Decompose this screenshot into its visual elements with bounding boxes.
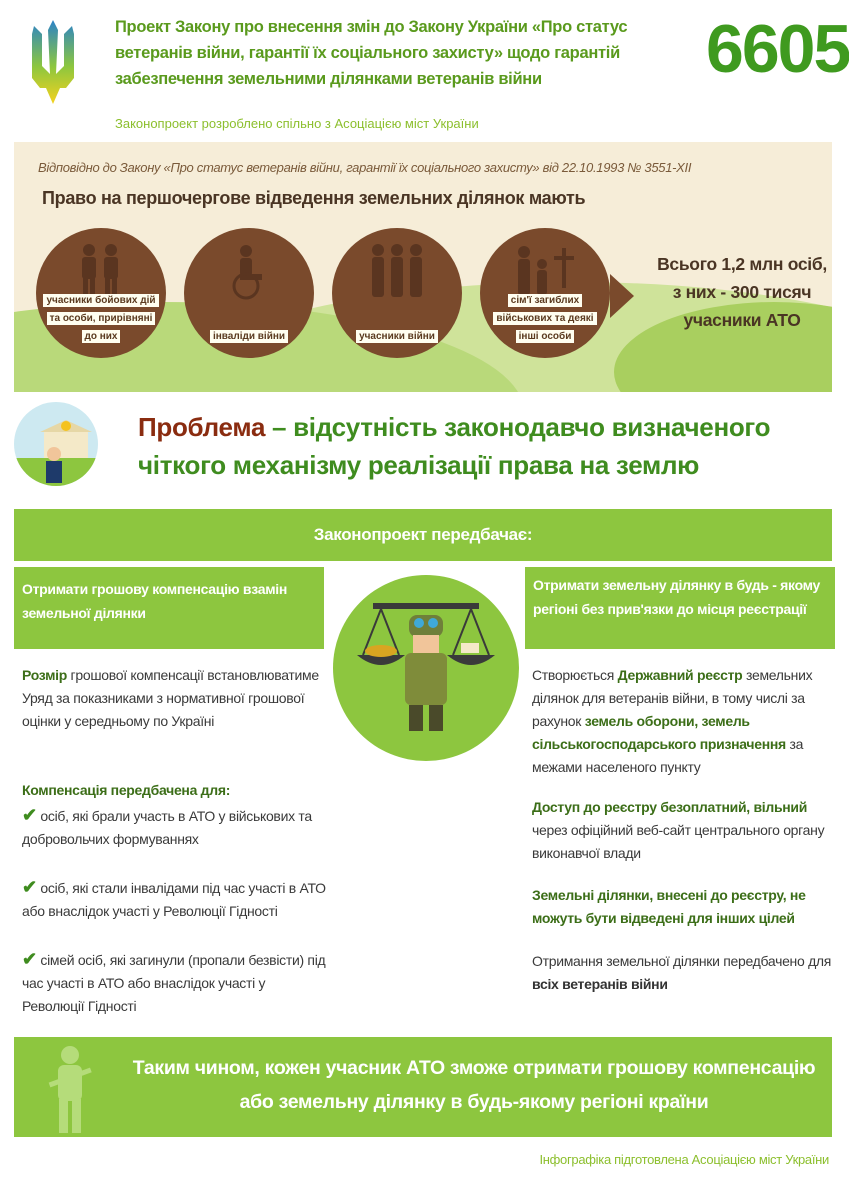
body-text: Створюється (532, 667, 618, 683)
scales-soldier-icon (333, 575, 519, 761)
compensation-item (22, 948, 328, 1018)
category-label: учасники бойових дій та особи, прирівняні до них (43, 294, 158, 343)
category-war-participants (332, 228, 462, 358)
compensation-size-text (22, 664, 322, 733)
law-reference: Відповідно до Закону «Про статус ветеранів війни, гарантії їх соціального захисту» від 22.10.1993 № 3551-XII (38, 160, 692, 175)
problem-text-line: – відсутність законодавчо визначеного (265, 412, 771, 442)
body-text: за межами населеного пункту (532, 736, 804, 775)
land-plot-heading: Отримати земельну ділянку в будь - якому регіоні без прив'язки до місця реєстрації (525, 567, 835, 649)
bold-term: Державний реєстр (617, 667, 743, 683)
bold-term: Земельні ділянки, внесені до реєстру, не можуть бути відведені для інших цілей (532, 887, 806, 926)
problem-statement (138, 408, 818, 484)
footer-credit: Інфографіка підготовлена Асоціацією міст України (539, 1152, 829, 1167)
plot-restriction-text (532, 884, 832, 930)
bold-term: всіх ветеранів війни (532, 976, 668, 992)
total-line: з них - 300 тисяч (672, 282, 812, 302)
bold-term: Розмір (22, 667, 67, 683)
saluting-veterans-icon (364, 242, 430, 300)
checkmark-icon: ✔ (22, 949, 37, 969)
conclusion-banner (14, 1037, 832, 1137)
body-text: Отримання земельної ділянки передбачено для (532, 953, 832, 969)
category-families (480, 228, 610, 358)
page-title: Проект Закону про внесення змін до Закону України «Про статус ветеранів війни, гарантії їх соціального захисту» щодо гарантій забезпечення земельними ділянками ветеранів війни (115, 18, 628, 88)
problem-prefix: Проблема (138, 412, 266, 442)
category-label: учасники війни (356, 330, 438, 343)
arrow-right-icon (610, 274, 634, 318)
presenter-icon (14, 402, 98, 486)
checkmark-icon: ✔ (22, 805, 37, 825)
list-item: осіб, які стали інвалідами під час участі в АТО або внаслідок участі у Революції Гідності (22, 880, 326, 919)
compensation-list-heading: Компенсація передбачена для: (22, 782, 231, 798)
page-subtitle: Законопроект розроблено спільно з Асоціацією міст України (115, 116, 479, 131)
total-veterans (642, 250, 832, 334)
rights-title: Право на першочергове відведення земельних ділянок мають (42, 188, 586, 208)
list-item: сімей осіб, які загинули (пропали безвісти) під час участі в АТО або внаслідок участі у Революції Гідності (22, 952, 326, 1014)
rights-panel (14, 142, 832, 392)
soldier-silhouette-icon (40, 1045, 100, 1135)
state-registry-text (532, 664, 832, 779)
body-text: грошової компенсації встановлюватиме Уряд за показниками з нормативної грошової оцінки у середньому по Україні (22, 667, 319, 729)
checkmark-icon: ✔ (22, 877, 37, 897)
bold-term: Доступ до реєстру безоплатний, вільний (532, 799, 808, 815)
body-text: через офіційний веб-сайт центрального органу виконавчої влади (532, 822, 825, 861)
list-item: осіб, які брали участь в АТО у військових та добровольчих формуваннях (22, 808, 312, 847)
provides-banner: Законопроект передбачає: (14, 509, 832, 561)
compensation-item (22, 804, 328, 851)
wheelchair-icon (224, 244, 274, 300)
bold-term: земель оборони, земель сільськогосподарського призначення (532, 713, 786, 752)
category-label: інваліди війни (210, 330, 288, 343)
bill-number: 6605 (706, 11, 849, 87)
compensation-heading: Отримати грошову компенсацію взамін земельної ділянки (14, 567, 324, 649)
all-veterans-text (532, 950, 832, 996)
total-line: Всього 1,2 млн осіб, (657, 254, 827, 274)
trident-emblem (20, 16, 86, 108)
compensation-item (22, 876, 328, 923)
category-label: сім'ї загиблих військових та деякі інші особи (493, 294, 596, 343)
problem-text-line: чіткого механізму реалізації права на землю (138, 450, 700, 480)
conclusion-text: Таким чином, кожен учасник АТО зможе отримати грошову компенсацію або земельну ділянку в будь-якому регіоні країни (132, 1057, 816, 1113)
total-line: учасники АТО (683, 310, 801, 330)
body-text: земельних ділянок для ветеранів війни, в тому числі за рахунок (532, 667, 813, 729)
category-combatants (36, 228, 166, 358)
registry-access-text (532, 796, 832, 865)
category-war-invalids (184, 228, 314, 358)
